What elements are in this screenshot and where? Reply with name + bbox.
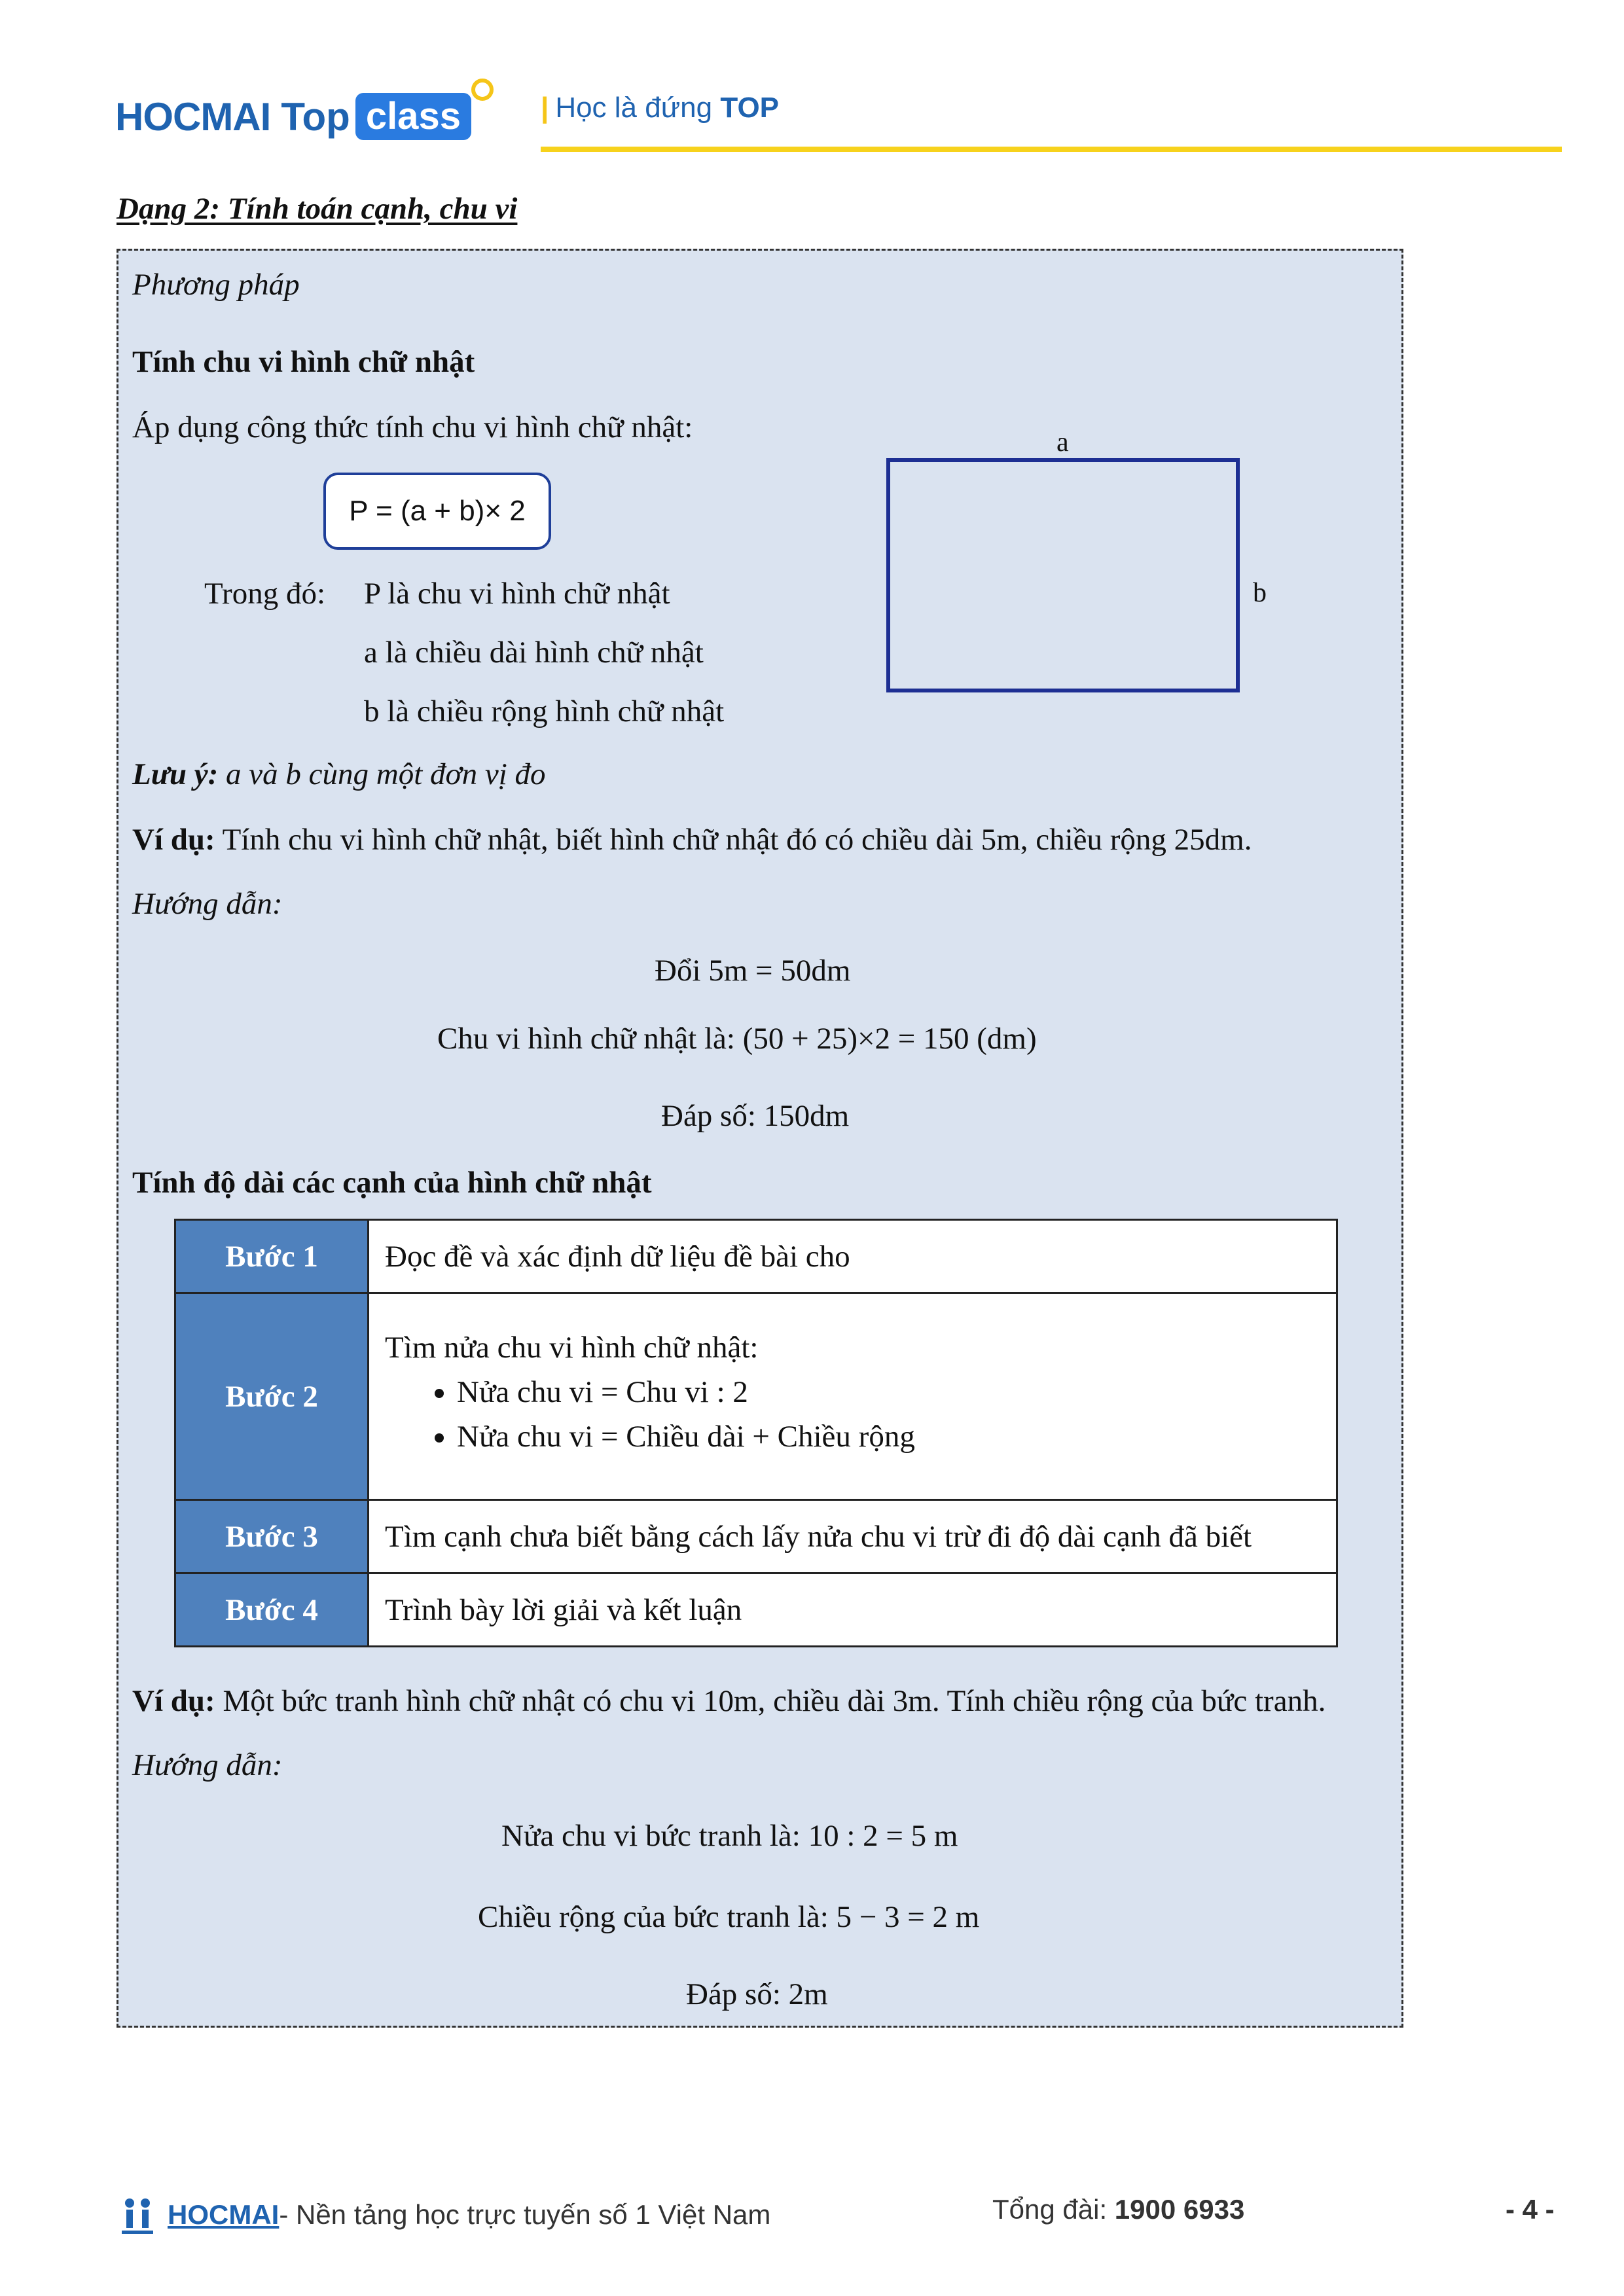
ex1-answer: Đáp số: 150dm <box>661 1099 850 1133</box>
ex2-answer: Đáp số: 2m <box>686 1977 828 2011</box>
hocmai-topclass-logo <box>115 90 471 143</box>
method-label: Phương pháp <box>132 268 300 302</box>
hotline-number: 1900 6933 <box>1114 2194 1245 2225</box>
header-divider <box>541 147 1562 152</box>
sun-icon <box>471 79 494 101</box>
formula-text: P = (a + b)× 2 <box>349 495 526 527</box>
step-label: Bước 4 <box>175 1573 369 1647</box>
table-row <box>175 1293 1337 1500</box>
step-text: Tìm cạnh chưa biết bằng cách lấy nửa chu vi trừ đi độ dài cạnh đã biết <box>369 1500 1337 1573</box>
header-tagline: | Học là đứng TOP <box>541 92 780 124</box>
example-2: Ví dụ: Một bức tranh hình chữ nhật có chu vi 10m, chiều dài 3m. Tính chiều rộng của bức tranh. <box>132 1684 1326 1718</box>
guide-1-label: Hướng dẫn: <box>132 887 283 921</box>
figure-label-b: b <box>1253 578 1267 608</box>
step-text: Tìm nửa chu vi hình chữ nhật: <box>385 1330 759 1365</box>
table-row <box>175 1220 1337 1293</box>
figure-label-a: a <box>1056 427 1069 457</box>
step-label: Bước 2 <box>175 1293 369 1500</box>
step-detail <box>369 1293 1337 1500</box>
where-p: P là chu vi hình chữ nhật <box>364 577 670 611</box>
ex2-half-perimeter: Nửa chu vi bức tranh là: 10 : 2 = 5 m <box>501 1819 958 1853</box>
hocmai-logo-icon <box>117 2194 158 2236</box>
logo-hocmai: HOCMAI <box>115 94 271 139</box>
list-item: • Nửa chu vi = Chiều dài + Chiều rộng <box>457 1419 1320 1454</box>
sides-title: Tính độ dài các cạnh của hình chữ nhật <box>132 1166 652 1200</box>
footer-hocmai-link[interactable]: HOCMAI <box>168 2199 280 2230</box>
footer-brand <box>117 2194 770 2236</box>
apply-formula-text: Áp dụng công thức tính chu vi hình chữ nhật: <box>132 410 693 444</box>
where-label: Trong đó: <box>204 577 326 611</box>
step-label: Bước 3 <box>175 1500 369 1573</box>
ex1-conversion: Đổi 5m = 50dm <box>655 954 851 988</box>
table-row <box>175 1500 1337 1573</box>
perimeter-title: Tính chu vi hình chữ nhật <box>132 345 475 379</box>
step-bullets <box>385 1374 1320 1454</box>
ex2-width: Chiều rộng của bức tranh là: 5 − 3 = 2 m <box>478 1900 980 1934</box>
ex1-perimeter: Chu vi hình chữ nhật là: (50 + 25)×2 = 150 (dm) <box>437 1022 1037 1056</box>
tagline-divider: | <box>541 92 549 124</box>
where-b: b là chiều rộng hình chữ nhật <box>364 694 725 728</box>
step-text: Trình bày lời giải và kết luận <box>369 1573 1337 1647</box>
table-row <box>175 1573 1337 1647</box>
section-heading: Dạng 2: Tính toán cạnh, chu vi <box>117 192 518 226</box>
example-1: Ví dụ: Tính chu vi hình chữ nhật, biết hình chữ nhật đó có chiều dài 5m, chiều rộng 25dm. <box>132 823 1252 857</box>
steps-table <box>174 1219 1338 1647</box>
step-text: Đọc đề và xác định dữ liệu đề bài cho <box>369 1220 1337 1293</box>
footer-hotline: Tổng đài: 1900 6933 <box>992 2194 1245 2225</box>
formula-box <box>323 473 551 550</box>
list-item: • Nửa chu vi = Chu vi : 2 <box>457 1374 1320 1410</box>
logo-class: class <box>355 93 471 140</box>
guide-2-label: Hướng dẫn: <box>132 1748 283 1782</box>
note: Lưu ý: a và b cùng một đơn vị đo <box>132 757 546 791</box>
rectangle-figure <box>886 458 1240 692</box>
step-label: Bước 1 <box>175 1220 369 1293</box>
footer-slogan: - Nền tảng học trực tuyến số 1 Việt Nam <box>279 2199 771 2230</box>
page-number: - 4 - <box>1506 2194 1555 2225</box>
logo-top: Top <box>281 94 350 139</box>
where-a: a là chiều dài hình chữ nhật <box>364 636 704 670</box>
